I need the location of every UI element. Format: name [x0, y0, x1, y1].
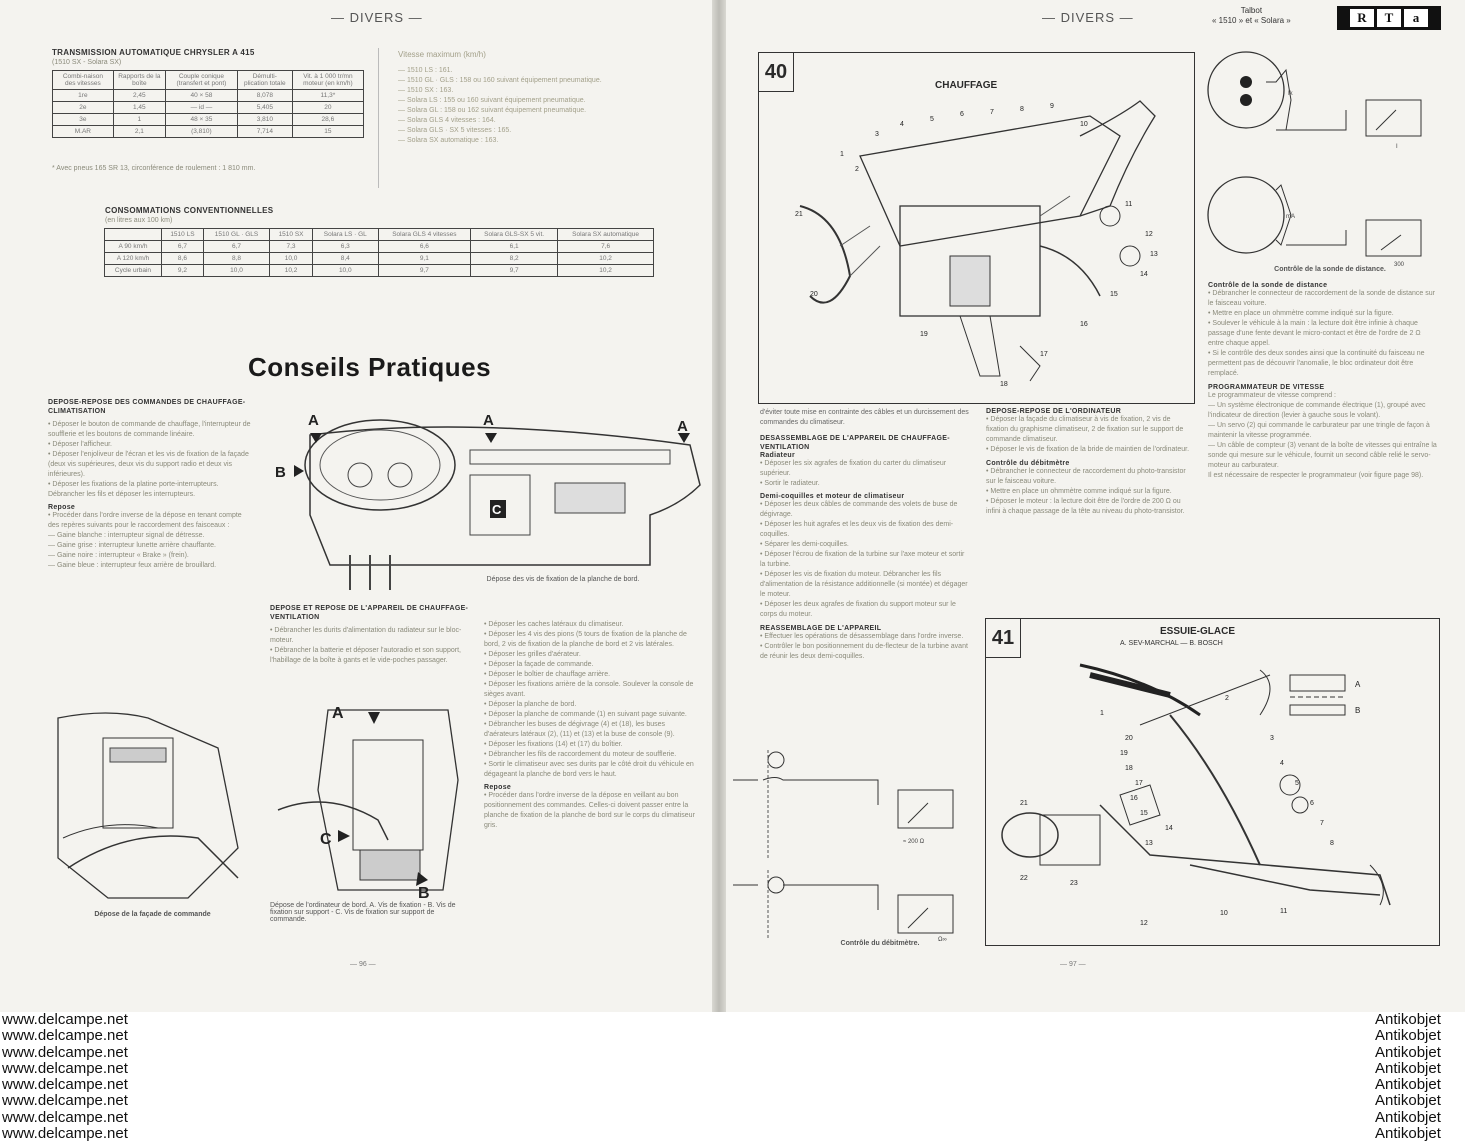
ordi-letter-b: B	[418, 885, 430, 900]
trans-table-title: TRANSMISSION AUTOMATIQUE CHRYSLER A 415	[52, 48, 255, 57]
column-3-repose-title: Repose	[484, 784, 512, 791]
ordinateur-line: • Déposer la façade du climatiseur à vis de fixation, 2 vis de fixation du graphisme climatiseur, 2 de fixation sur le support de commande climatiseur.	[986, 416, 1184, 443]
trans-table-cell: 48 × 35	[165, 114, 237, 126]
ordinateur-caption: Dépose de l'ordinateur de bord. A. Vis de fixation - B. Vis de fixation sur support - C. Vis de fixation sur support de commande.	[270, 902, 456, 923]
dashboard-caption: Dépose des vis de fixation de la planche de bord.	[486, 576, 640, 583]
column-3-text	[484, 620, 698, 780]
trans-table-cell: 2e	[53, 102, 114, 114]
sonde-caption: Contrôle de la sonde de distance.	[1274, 266, 1386, 273]
fig40-callout: 15	[1110, 291, 1118, 298]
repose-title: Repose	[48, 504, 76, 511]
column-3-line: • Déposer la planche de commande (1) en suivant page suivante.	[484, 711, 687, 718]
demi-coquilles-line: • Déposer les vis de fixation du moteur. Débrancher les fils d'alimentation de la résistance additionnelle (si montée) et dégager le moteur.	[760, 571, 968, 598]
conso-table-cell: 9,2	[161, 265, 203, 277]
left-folio: — 96 —	[350, 961, 376, 968]
conso-table-cell: A 120 km/h	[105, 253, 162, 265]
conso-table-row	[105, 265, 654, 277]
trans-table-subtitle: (1510 SX - Solara SX)	[52, 59, 122, 66]
fig41-callout: 12	[1140, 920, 1148, 927]
trans-table-cell: (3,810)	[165, 126, 237, 138]
repose-line: — Gaine noire : interrupteur « Brake » (frein).	[48, 552, 189, 559]
fig41-letter-b: B	[1355, 706, 1361, 715]
trans-table-header-cell: Combi-naison des vitesses	[53, 71, 114, 90]
column-a-intro: d'éviter toute mise en contrainte des câbles et un durcissement des commandes du climatiseur.	[760, 409, 969, 426]
trans-table-cell: 8,078	[237, 90, 292, 102]
column-3-line: • Déposer la façade de commande.	[484, 661, 594, 668]
repose-line: • Procéder dans l'ordre inverse de la dépose en tenant compte des repères suivants pour le raccordement des faisceaux :	[48, 512, 242, 529]
fig40-callout: 6	[960, 111, 964, 118]
fig40-callout: 7	[990, 109, 994, 116]
trans-table-cell: 28,6	[292, 114, 363, 126]
brand-line	[1212, 6, 1291, 26]
vitesse-line: — Solara GL : 158 ou 162 suivant équipement pneumatique.	[398, 107, 587, 114]
column-3-line: • Déposer les grilles d'aérateur.	[484, 651, 581, 658]
fig41-callout: 21	[1020, 800, 1028, 807]
conso-table-cell: 6,7	[203, 241, 269, 253]
fig40-callout: 5	[930, 116, 934, 123]
conso-table-cell: 8,8	[203, 253, 269, 265]
debitmetre-text	[986, 467, 1191, 517]
depose-commandes-line: • Déposer les fixations de la platine porte-interrupteurs. Débrancher les fils et déposer les interrupteurs.	[48, 481, 219, 498]
left-running-head: — DIVERS —	[331, 10, 423, 25]
rta-logo-t: T	[1377, 9, 1401, 27]
trans-table-cell: 3e	[53, 114, 114, 126]
conso-table-cell: 6,1	[471, 241, 558, 253]
desassemblage-title: DESASSEMBLAGE DE L'APPAREIL DE CHAUFFAGE-VENTILATION	[760, 435, 950, 451]
sonde-control-text	[1208, 289, 1438, 379]
watermark-right-line: Antikobjet	[1375, 1011, 1441, 1028]
column-3-line: • Débrancher les fils de raccordement du moteur de soufflerie.	[484, 751, 677, 758]
watermark-right-line: Antikobjet	[1375, 1125, 1441, 1142]
repose-text	[48, 511, 253, 571]
trans-table-row	[53, 114, 364, 126]
watermark-right-line: Antikobjet	[1375, 1027, 1441, 1045]
watermark-right-line: Antikobjet	[1375, 1076, 1441, 1094]
programmateur-line: — Un câble de compteur (3) venant de la boîte de vitesses qui entraîne la sonde qui mesure sur le véhicule, fournit un second câble relié le servo-moteur au carburateur.	[1208, 442, 1437, 469]
fig41-callout: 2	[1225, 695, 1229, 702]
debitmetre-line: • Déposer le moteur : la lecture doit être de l'ordre de 200 Ω ou infini à chaque passage de la tête au niveau du photo-transistor.	[986, 498, 1185, 515]
dash-letter-b: B	[275, 464, 286, 481]
figure-41-number: 41	[985, 618, 1021, 658]
trans-table-cell: 3,810	[237, 114, 292, 126]
fig41-callout: 15	[1140, 810, 1148, 817]
trans-table	[52, 70, 364, 138]
fig41-callout: 20	[1125, 735, 1133, 742]
figure-40-number: 40	[758, 52, 794, 92]
programmateur-title: PROGRAMMATEUR DE VITESSE	[1208, 384, 1325, 391]
trans-table-cell: 5,405	[237, 102, 292, 114]
depose-commandes-text	[48, 420, 253, 500]
column-3-line: • Déposer la planche de bord.	[484, 701, 577, 708]
radiateur-text	[760, 459, 970, 489]
trans-table-cell: M.AR	[53, 126, 114, 138]
fig41-callout: 16	[1130, 795, 1138, 802]
section-title: Conseils Pratiques	[248, 352, 492, 382]
column-3-line: • Sortir le climatiseur avec ses durits par le côté droit du véhicule en dégageant la planche de bord vers le haut.	[484, 761, 694, 778]
conso-table-cell: Cycle urbain	[105, 265, 162, 277]
demi-coquilles-line: • Déposer l'écrou de fixation de la turbine sur l'axe moteur et sortir la turbine.	[760, 551, 965, 568]
trans-table-row	[53, 102, 364, 114]
column-3	[484, 620, 698, 831]
fig40-callout: 20	[810, 291, 818, 298]
fig40-callout: 3	[875, 131, 879, 138]
fig40-callout: 9	[1050, 103, 1054, 110]
repose-line: — Gaine bleue : interrupteur feux arrière de brouillard.	[48, 562, 217, 569]
fig41-callout: 14	[1165, 825, 1173, 832]
watermark-left-line: www.delcampe.net	[2, 1027, 128, 1045]
conso-table-header-cell: Solara GLS 4 vitesses	[378, 229, 471, 241]
vitesse-line: — Solara SX automatique : 163.	[398, 137, 499, 144]
trans-table-cell: 1re	[53, 90, 114, 102]
conso-table-cell: 7,3	[270, 241, 313, 253]
trans-table-row	[53, 90, 364, 102]
fig40-callout: 12	[1145, 231, 1153, 238]
fig40-callout: 17	[1040, 351, 1048, 358]
trans-table-cell: 20	[292, 102, 363, 114]
trans-table-cell: 2,45	[113, 90, 165, 102]
sonde-label-ma: mA	[1286, 214, 1295, 220]
conso-table-cell: 6,7	[161, 241, 203, 253]
conso-table-row	[105, 241, 654, 253]
ordinateur-title: DEPOSE-REPOSE DE L'ORDINATEUR	[986, 408, 1122, 415]
fig41-callout: 6	[1310, 800, 1314, 807]
conso-title: CONSOMMATIONS CONVENTIONNELLES	[105, 206, 274, 215]
vitesse-line: — Solara LS : 155 ou 160 suivant équipement pneumatique.	[398, 97, 586, 104]
conso-table-header-cell: Solara SX automatique	[558, 229, 654, 241]
demi-coquilles-title: Demi-coquilles et moteur de climatiseur	[760, 493, 905, 500]
depose-appareil-title: DEPOSE ET REPOSE DE L'APPAREIL DE CHAUFFAGE-VENTILATION	[270, 605, 469, 621]
vitesse-line: — Solara GLS · SX 5 vitesses : 165.	[398, 127, 512, 134]
watermark-right-line: Antikobjet	[1375, 1092, 1441, 1110]
radiateur-line: • Sortir le radiateur.	[760, 480, 820, 487]
fig40-callout: 1	[840, 151, 844, 158]
conso-table-header-cell: 1510 LS	[161, 229, 203, 241]
column-3-repose-text	[484, 791, 698, 831]
programmateur-line: — Un servo (2) qui commande le carburateur par une tringle de façon à maintenir la vitesse programmée.	[1208, 422, 1430, 439]
dash-letter-a1: A	[308, 412, 319, 429]
vitesse-line: — 1510 LS : 161.	[398, 67, 453, 74]
watermark-right-line: Antikobjet	[1375, 1043, 1441, 1061]
chauffage-diagram	[780, 96, 1180, 396]
demi-coquilles-line: • Déposer les huit agrafes et les deux vis de fixation des demi-coquilles.	[760, 521, 954, 538]
trans-table-header-cell: Démulti-plication totale	[237, 71, 292, 90]
fig40-callout: 11	[1125, 201, 1133, 208]
column-c	[1208, 282, 1438, 481]
dashboard-figure	[270, 405, 716, 605]
conso-table-cell: 8,4	[312, 253, 378, 265]
rta-logo	[1337, 6, 1441, 30]
trans-table-header-cell: Couple conique (transfert et pont)	[165, 71, 237, 90]
vitesse-title: Vitesse maximum (km/h)	[398, 50, 486, 59]
column-3-line: • Déposer le boîtier de chauffage arrière.	[484, 671, 611, 678]
debitmetre-figure	[728, 745, 973, 945]
fig40-callout: 2	[855, 166, 859, 173]
dash-letter-a2: A	[483, 412, 494, 429]
debit-label-2: Ω∞	[938, 937, 947, 943]
brand-line-1: Talbot	[1240, 6, 1263, 15]
fig41-callout: 10	[1220, 910, 1228, 917]
fig40-callout: 13	[1150, 251, 1158, 258]
conso-subtitle: (en litres aux 100 km)	[105, 217, 173, 224]
conso-table-row	[105, 253, 654, 265]
fig41-callout: 8	[1330, 840, 1334, 847]
reassemblage-text	[760, 632, 970, 662]
watermark-left	[2, 1012, 128, 1142]
conso-table	[104, 228, 654, 277]
vitesse-line: — 1510 SX : 163.	[398, 87, 454, 94]
watermark-right-line: Antikobjet	[1375, 1108, 1441, 1126]
sonde-label-300: 300	[1394, 262, 1405, 268]
depose-appareil-line: • Débrancher les durits d'alimentation du radiateur sur le bloc-moteur.	[270, 627, 462, 644]
depose-appareil-line: • Débrancher la batterie et déposer l'autoradio et son support, l'habillage de la boîte à gants et le vide-poches passager.	[270, 647, 461, 664]
conso-table-header-cell: Solara GLS-SX 5 vit.	[471, 229, 558, 241]
conso-table-cell: 9,7	[378, 265, 471, 277]
conso-table-cell: 7,6	[558, 241, 654, 253]
trans-table-cell: 2,1	[113, 126, 165, 138]
fig41-callout: 19	[1120, 750, 1128, 757]
demi-coquilles-text	[760, 500, 970, 620]
fig41-callout: 4	[1280, 760, 1284, 767]
watermark-left-line: www.delcampe.net	[2, 1076, 128, 1094]
conso-table-header-cell: 1510 SX	[270, 229, 313, 241]
conso-table-cell: 9,1	[378, 253, 471, 265]
sonde-control-line: • Si le contrôle des deux sondes ainsi que la continuité du faisceau ne permettent pas de découvrir l'anomalie, le bloc ordinateur doit être remplacé.	[1208, 350, 1425, 377]
programmateur-line: Il est nécessaire de respecter le programmateur (voir figure page 98).	[1208, 472, 1424, 479]
conso-table-cell: 10,0	[203, 265, 269, 277]
fig41-callout: 13	[1145, 840, 1153, 847]
fig40-callout: 19	[920, 331, 928, 338]
column-a	[760, 408, 970, 662]
column-3-line: • Débrancher les buses de dégivrage (4) et (18), les buses d'aérateurs latéraux (2), (11) et (13) et la buse de console (9).	[484, 721, 675, 738]
fig41-callout: 11	[1280, 908, 1288, 915]
watermark-left-line: www.delcampe.net	[2, 1059, 128, 1077]
demi-coquilles-line: • Déposer les deux agrafes de fixation du support moteur sur le corps du moteur.	[760, 601, 956, 618]
trans-table-cell: 40 × 58	[165, 90, 237, 102]
fig40-callout: 18	[1000, 381, 1008, 388]
repose-line: — Gaine grise : interrupteur lunette arrière chauffante.	[48, 542, 216, 549]
trans-table-header-cell: Rapports de la boîte	[113, 71, 165, 90]
figure-41-callouts	[1020, 695, 1334, 927]
vitesse-line: — 1510 GL · GLS : 158 ou 160 suivant équipement pneumatique.	[398, 77, 602, 84]
figure-41-title: ESSUIE-GLACE	[1160, 626, 1236, 637]
fig40-callout: 14	[1140, 271, 1148, 278]
conso-table-cell: 10,0	[312, 265, 378, 277]
fig41-callout: 7	[1320, 820, 1324, 827]
conso-table-header-cell: 1510 GL · GLS	[203, 229, 269, 241]
essuie-glace-diagram	[990, 655, 1435, 940]
trans-table-header-cell: Vit. à 1 000 tr/mn moteur (en km/h)	[292, 71, 363, 90]
trans-table-cell: — id —	[165, 102, 237, 114]
depose-commandes-line: • Déposer le bouton de commande de chauffage, l'interrupteur de soufflerie et les boutons de commande linéaire.	[48, 421, 251, 438]
sonde-label-ik: Ik	[1288, 91, 1293, 97]
dash-letter-a3: A	[677, 418, 688, 435]
sonde-control-line: • Mettre en place un ohmmètre comme indiqué sur la figure.	[1208, 310, 1394, 317]
watermark-left-line: www.delcampe.net	[2, 1125, 128, 1142]
watermark-left-line: www.delcampe.net	[2, 1011, 128, 1028]
conso-table-cell: 8,6	[161, 253, 203, 265]
fig40-callout: 10	[1080, 121, 1088, 128]
debitmetre-line: • Mettre en place un ohmmètre comme indiqué sur la figure.	[986, 488, 1172, 495]
sonde-control-line: • Débrancher le connecteur de raccordement de la sonde de distance sur le faisceau voiture.	[1208, 290, 1435, 307]
sonde-figure	[1206, 40, 1446, 270]
fig40-callout: 8	[1020, 106, 1024, 113]
dash-letter-c: C	[492, 502, 502, 517]
column-3-line: • Déposer les fixations (14) et (17) du boîtier.	[484, 741, 623, 748]
fig40-callout: 16	[1080, 321, 1088, 328]
fig40-callout: 21	[795, 211, 803, 218]
depose-commandes-column	[48, 398, 253, 571]
fig41-callout: 5	[1295, 780, 1299, 787]
brand-line-2: « 1510 » et « Solara »	[1212, 16, 1291, 25]
debitmetre-line: • Débrancher le connecteur de raccordement du photo-transistor sur le faisceau voiture.	[986, 468, 1186, 485]
conso-table-cell: 10,2	[558, 265, 654, 277]
figure-40-title: CHAUFFAGE	[935, 80, 998, 91]
fig41-callout: 3	[1270, 735, 1274, 742]
conso-table-cell: 6,6	[378, 241, 471, 253]
watermark-right	[1375, 1012, 1441, 1142]
conso-table-cell: 10,0	[270, 253, 313, 265]
trans-table-cell: 11,3*	[292, 90, 363, 102]
trans-table-row	[53, 126, 364, 138]
column-3-line: • Déposer les 4 vis des pions (5 tours de fixation de la planche de bord, 2 vis de fixation de la planche de bord et 2 vis latérales.	[484, 631, 687, 648]
ordinateur-figure	[268, 700, 473, 900]
column-b	[986, 408, 1191, 517]
depose-appareil-column	[270, 604, 470, 666]
conso-table-cell: 6,3	[312, 241, 378, 253]
reassemblage-title: REASSEMBLAGE DE L'APPAREIL	[760, 625, 882, 632]
fig41-callout: 17	[1135, 780, 1143, 787]
fig41-callout: 23	[1070, 880, 1078, 887]
radiateur-title: Radiateur	[760, 452, 795, 459]
facade-figure	[48, 708, 253, 908]
rta-logo-a: a	[1404, 9, 1428, 27]
conso-table-cell: 8,2	[471, 253, 558, 265]
programmateur-text	[1208, 391, 1438, 481]
depose-appareil-text	[270, 626, 470, 666]
right-running-head: — DIVERS —	[1042, 10, 1134, 25]
depose-commandes-line: • Déposer l'enjoliveur de l'écran et les vis de fixation de la façade (deux vis supérieures, deux vis du support radio et deux vis inférieures).	[48, 451, 249, 478]
ordi-letter-c: C	[320, 831, 332, 848]
watermark-left-line: www.delcampe.net	[2, 1043, 128, 1061]
trans-table-cell: 7,714	[237, 126, 292, 138]
watermark-right-line: Antikobjet	[1375, 1059, 1441, 1077]
fig41-callout: 18	[1125, 765, 1133, 772]
trans-table-cell: 1,45	[113, 102, 165, 114]
trans-table-cell: 15	[292, 126, 363, 138]
ordinateur-line: • Déposer le vis de fixation de la bride de maintien de l'ordinateur.	[986, 446, 1190, 453]
demi-coquilles-line: • Séparer les demi-coquilles.	[760, 541, 849, 548]
trans-table-footnote: * Avec pneus 165 SR 13, circonférence de roulement : 1 810 mm.	[52, 165, 256, 172]
ordi-letter-a: A	[332, 705, 344, 722]
ordinateur-text	[986, 415, 1191, 455]
reassemblage-line: • Effectuer les opérations de désassemblage dans l'ordre inverse.	[760, 633, 964, 640]
conso-table-cell: 10,2	[558, 253, 654, 265]
vitesse-line: — Solara GLS 4 vitesses : 164.	[398, 117, 496, 124]
radiateur-line: • Déposer les six agrafes de fixation du carter du climatiseur supérieur.	[760, 460, 947, 477]
debitmetre-caption: Contrôle du débitmètre.	[840, 940, 920, 947]
facade-caption: Dépose de la façade de commande	[94, 911, 211, 918]
programmateur-line: — Un système électronique de commande électrique (1), groupé avec l'indicateur de direction (levier à gauche sous le volant).	[1208, 402, 1426, 419]
repose-line: — Gaine blanche : interrupteur signal de détresse.	[48, 532, 205, 539]
depose-commandes-title: DEPOSE-REPOSE DES COMMANDES DE CHAUFFAGE-CLIMATISATION	[48, 399, 246, 415]
watermark-left-line: www.delcampe.net	[2, 1108, 128, 1126]
demi-coquilles-line: • Déposer les deux câbles de commande des volets de buse de dégivrage.	[760, 501, 958, 518]
right-folio: — 97 —	[1060, 961, 1086, 968]
programmateur-line: Le programmateur de vitesse comprend :	[1208, 392, 1337, 399]
column-3-line: • Déposer les caches latéraux du climatiseur.	[484, 621, 624, 628]
conso-table-cell: 9,7	[471, 265, 558, 277]
fig41-callout: 1	[1100, 710, 1104, 717]
sonde-label-i: I	[1396, 144, 1398, 150]
debitmetre-title: Contrôle du débitmètre	[986, 460, 1070, 467]
depose-commandes-line: • Déposer l'afficheur.	[48, 441, 112, 448]
fig41-callout: 22	[1020, 875, 1028, 882]
fig40-callout: 4	[900, 121, 904, 128]
vitesse-list	[398, 66, 698, 146]
column-3-line: • Déposer les fixations arrière de la console. Soulever la console de sièges avant.	[484, 681, 694, 698]
figure-40-callouts	[795, 103, 1158, 388]
column-3-repose-line: • Procéder dans l'ordre inverse de la dépose en veillant au bon positionnement des commandes. Celles-ci doivent passer entre la planche de fixation de la planche de bord sur le corps du climatiseur gris.	[484, 792, 695, 829]
watermark-left-line: www.delcampe.net	[2, 1092, 128, 1110]
sonde-control-title: Contrôle de la sonde de distance	[1208, 282, 1328, 289]
rta-logo-r: R	[1350, 9, 1374, 27]
conso-table-header-cell	[105, 229, 162, 241]
conso-table-cell: 10,2	[270, 265, 313, 277]
debit-label-1: ≈ 200 Ω	[903, 839, 925, 845]
column-rule	[378, 48, 379, 188]
trans-table-cell: 1	[113, 114, 165, 126]
figure-41-subtitle: A. SEV-MARCHAL — B. BOSCH	[1120, 640, 1223, 647]
fig41-letter-a: A	[1355, 680, 1361, 689]
conso-table-cell: A 90 km/h	[105, 241, 162, 253]
sonde-control-line: • Soulever le véhicule à la main : la lecture doit être infinie à chaque passage d'une fente devant le micro-contact et être de l'ordre de 2 Ω entre chaque appel.	[1208, 320, 1421, 347]
conso-table-header-cell: Solara LS · GL	[312, 229, 378, 241]
reassemblage-line: • Contrôler le bon positionnement du de-flecteur de la turbine avant de réunir les deux demi-coquilles.	[760, 643, 968, 660]
